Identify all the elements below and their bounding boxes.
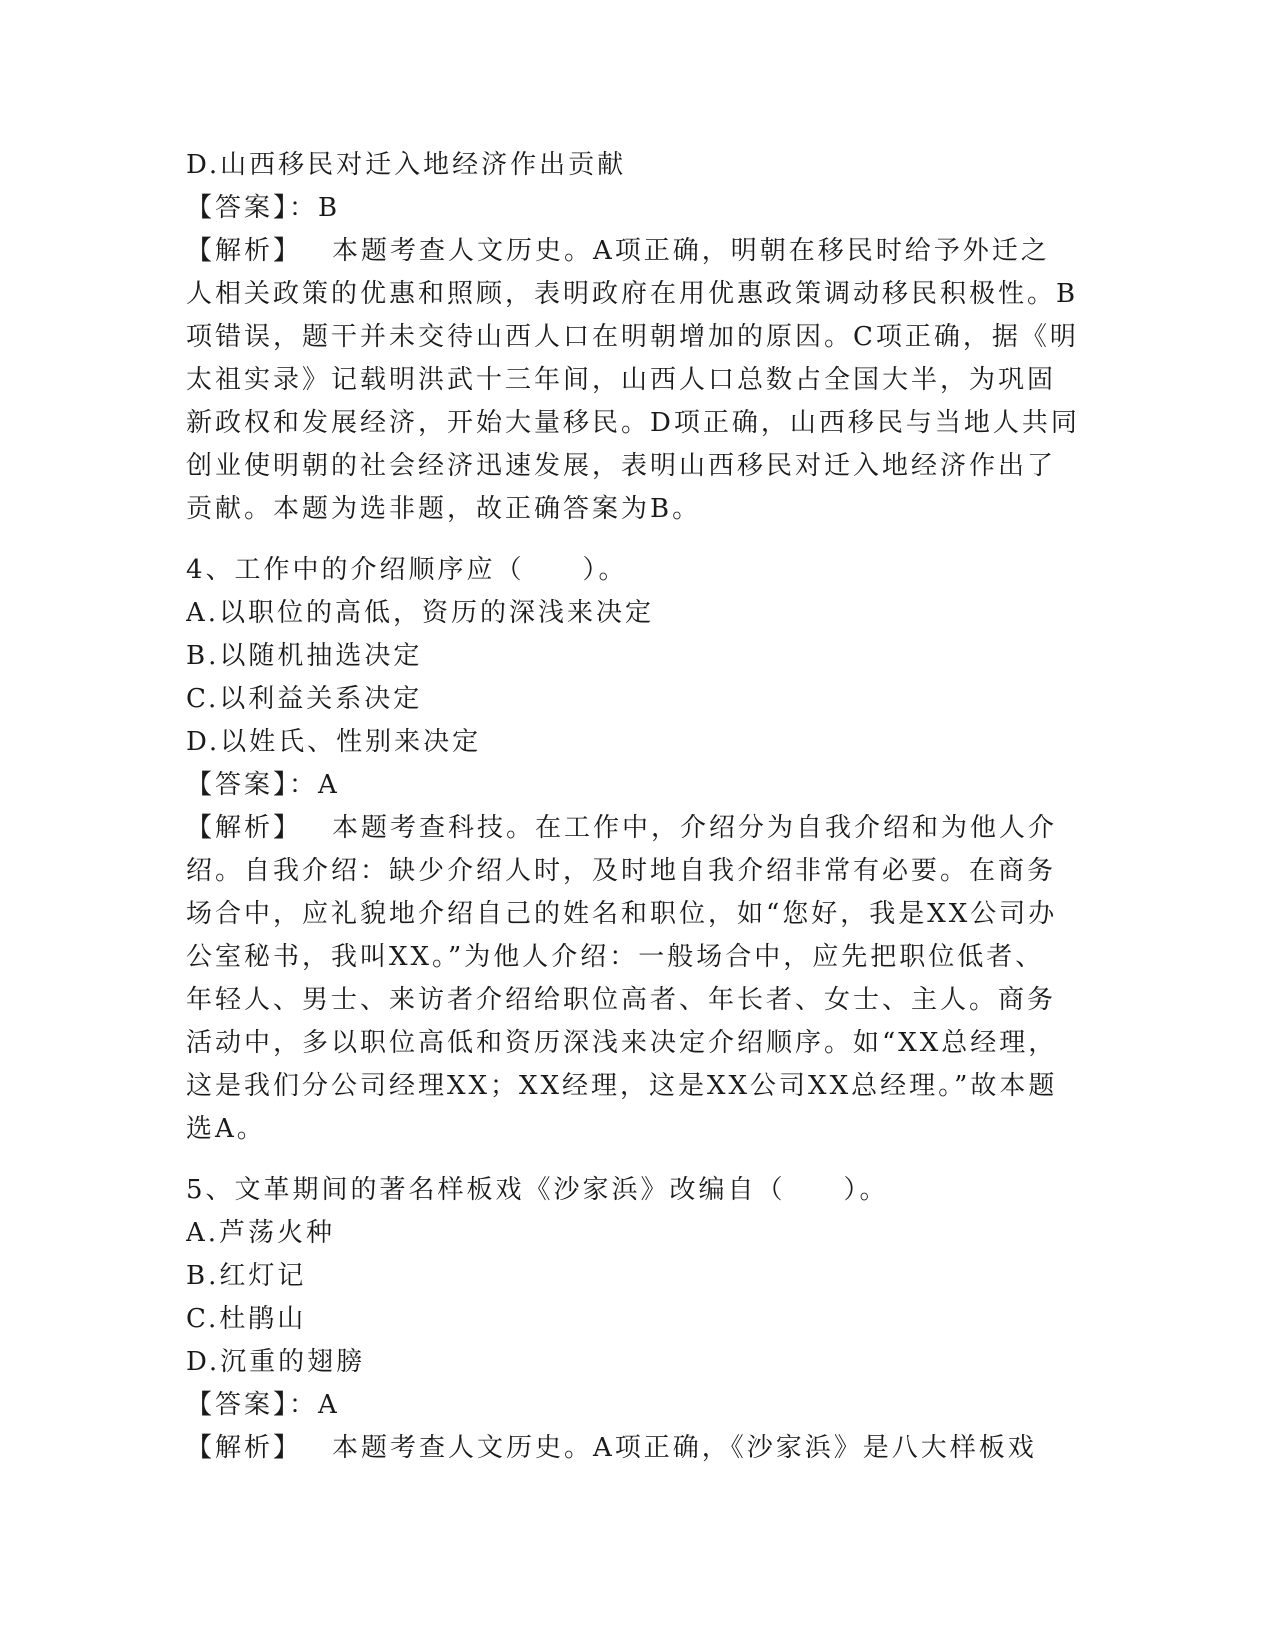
q4-option-d: D.以姓氏、性别来决定 (186, 727, 482, 757)
q4-analysis-line-5: 年轻人、男士、来访者介绍给职位高者、年长者、女士、主人。商务 (186, 985, 1057, 1015)
q5-answer: 【答案】：A (186, 1390, 340, 1420)
q4-option-c: C.以利益关系决定 (186, 684, 423, 714)
q5-question: 5、文革期间的著名样板戏《沙家浜》改编自（ ）。 (186, 1175, 889, 1205)
q4-analysis-line-6: 活动中，多以职位高低和资历深浅来决定介绍顺序。如“XX总经理， (186, 1028, 1058, 1058)
q5-option-c: C.杜鹃山 (186, 1304, 307, 1334)
q3-analysis-line-7: 贡献。本题为选非题，故正确答案为B。 (186, 494, 702, 524)
q3-analysis-line-1 (186, 230, 1086, 273)
q4-analysis-line-3: 场合中，应礼貌地介绍自己的姓名和职位，如“您好，我是XX公司办 (186, 899, 1058, 929)
q4-answer: 【答案】：A (186, 770, 340, 800)
q4-analysis (186, 807, 1086, 1151)
q3-analysis-text-1: 本题考查人文历史。A项正确，明朝在移民时给予外迁之 (332, 236, 1050, 266)
q4-option-b: B.以随机抽选决定 (186, 641, 423, 671)
q5-analysis-line-1 (186, 1427, 1086, 1470)
q3-analysis-line-4: 太祖实录》记载明洪武十三年间，山西人口总数占全国大半，为巩固 (186, 365, 1057, 395)
q5-analysis-label: 【解析】 (186, 1433, 303, 1463)
q4-analysis-line-4: 公室秘书，我叫XX。”为他人介绍：一般场合中，应先把职位低者、 (186, 942, 1045, 972)
q4-analysis-line-7: 这是我们分公司经理XX；XX经理，这是XX公司XX总经理。”故本题 (186, 1071, 1058, 1101)
q4-analysis-label: 【解析】 (186, 813, 303, 843)
q3-analysis-line-2: 人相关政策的优惠和照顾，表明政府在用优惠政策调动移民积极性。B (186, 279, 1079, 309)
q4-option-a: A.以职位的高低，资历的深浅来决定 (186, 598, 655, 628)
q5-option-a: A.芦荡火种 (186, 1218, 336, 1248)
q3-analysis (186, 230, 1086, 531)
q3-analysis-label: 【解析】 (186, 236, 303, 266)
q5-analysis-text-1: 本题考查人文历史。A项正确，《沙家浜》是八大样板戏 (332, 1433, 1037, 1463)
document-body (186, 144, 1086, 1470)
q3-option-d: D.山西移民对迁入地经济作出贡献 (186, 150, 627, 180)
q4-analysis-line-8: 选A。 (186, 1114, 266, 1144)
q5-option-d: D.沉重的翅膀 (186, 1347, 366, 1377)
q3-analysis-line-6: 创业使明朝的社会经济迅速发展，表明山西移民对迁入地经济作出了 (186, 451, 1057, 481)
q4-analysis-line-1 (186, 807, 1086, 850)
q3-answer: 【答案】：B (186, 193, 341, 223)
q5-option-b: B.红灯记 (186, 1261, 307, 1291)
q4-analysis-text-1: 本题考查科技。在工作中，介绍分为自我介绍和为他人介 (332, 813, 1058, 843)
q5-analysis (186, 1427, 1086, 1470)
q3-analysis-line-5: 新政权和发展经济，开始大量移民。D项正确，山西移民与当地人共同 (186, 408, 1080, 438)
q3-analysis-line-3: 项错误，题干并未交待山西人口在明朝增加的原因。C项正确，据《明 (186, 322, 1079, 352)
q4-analysis-line-2: 绍。自我介绍：缺少介绍人时，及时地自我介绍非常有必要。在商务 (186, 856, 1057, 886)
q4-question: 4、工作中的介绍顺序应（ ）。 (186, 555, 628, 585)
